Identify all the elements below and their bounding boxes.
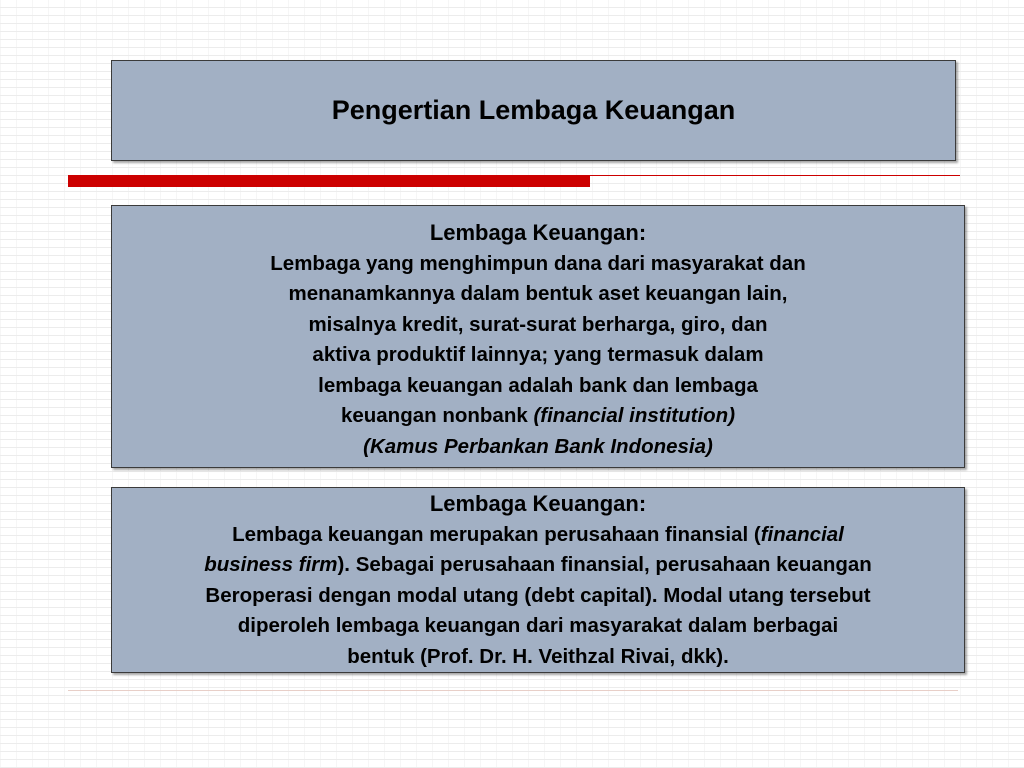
definition-text-line (112, 550, 964, 581)
definition-text-line: diperoleh lembaga keuangan dari masyarakat dalam berbagai (237, 614, 839, 637)
citation-line (112, 432, 964, 463)
definition-text-line: aktiva produktif lainnya; yang termasuk dalam (312, 343, 764, 366)
term-english: business firm (204, 553, 338, 576)
definition-heading: Lembaga Keuangan: (429, 220, 647, 245)
definition-text-line (112, 520, 964, 551)
definition-text-line: menanamkannya dalam bentuk aset keuangan lain, (288, 282, 788, 305)
definition-box-2 (111, 487, 965, 673)
definition-text-line: Beroperasi dengan modal utang (debt capital). Modal utang tersebut (205, 583, 871, 607)
citation-source: Kamus Perbankan Bank Indonesia (369, 434, 707, 458)
definition-text: Lembaga keuangan merupakan perusahaan finansial ( (232, 522, 761, 546)
term-english: (financial institution) (533, 404, 736, 427)
definition-heading: Lembaga Keuangan: (429, 491, 647, 516)
red-divider-bar (68, 175, 590, 187)
citation-open-paren: ( (363, 434, 370, 458)
definition-text-line: misalnya kredit, surat-surat berharga, giro, dan (308, 312, 768, 336)
term-english: financial (760, 522, 844, 546)
definition-box-1 (111, 205, 965, 468)
definition-text: ). Sebagai perusahaan finansial, perusahaan keuangan (337, 553, 872, 576)
definition-text-line: Lembaga yang menghimpun dana dari masyarakat dan (270, 251, 806, 275)
divider-line-top (590, 175, 960, 176)
definition-text: keuangan nonbank (340, 404, 534, 427)
definition-text-line: bentuk (Prof. Dr. H. Veithzal Rivai, dkk). (347, 644, 729, 668)
citation-close-paren: ) (706, 434, 713, 458)
title-box (111, 60, 956, 161)
definition-text-line (112, 401, 964, 432)
definition-text-line: lembaga keuangan adalah bank dan lembaga (318, 373, 758, 397)
divider-line-bottom (68, 690, 958, 691)
slide-title: Pengertian Lembaga Keuangan (331, 95, 736, 125)
